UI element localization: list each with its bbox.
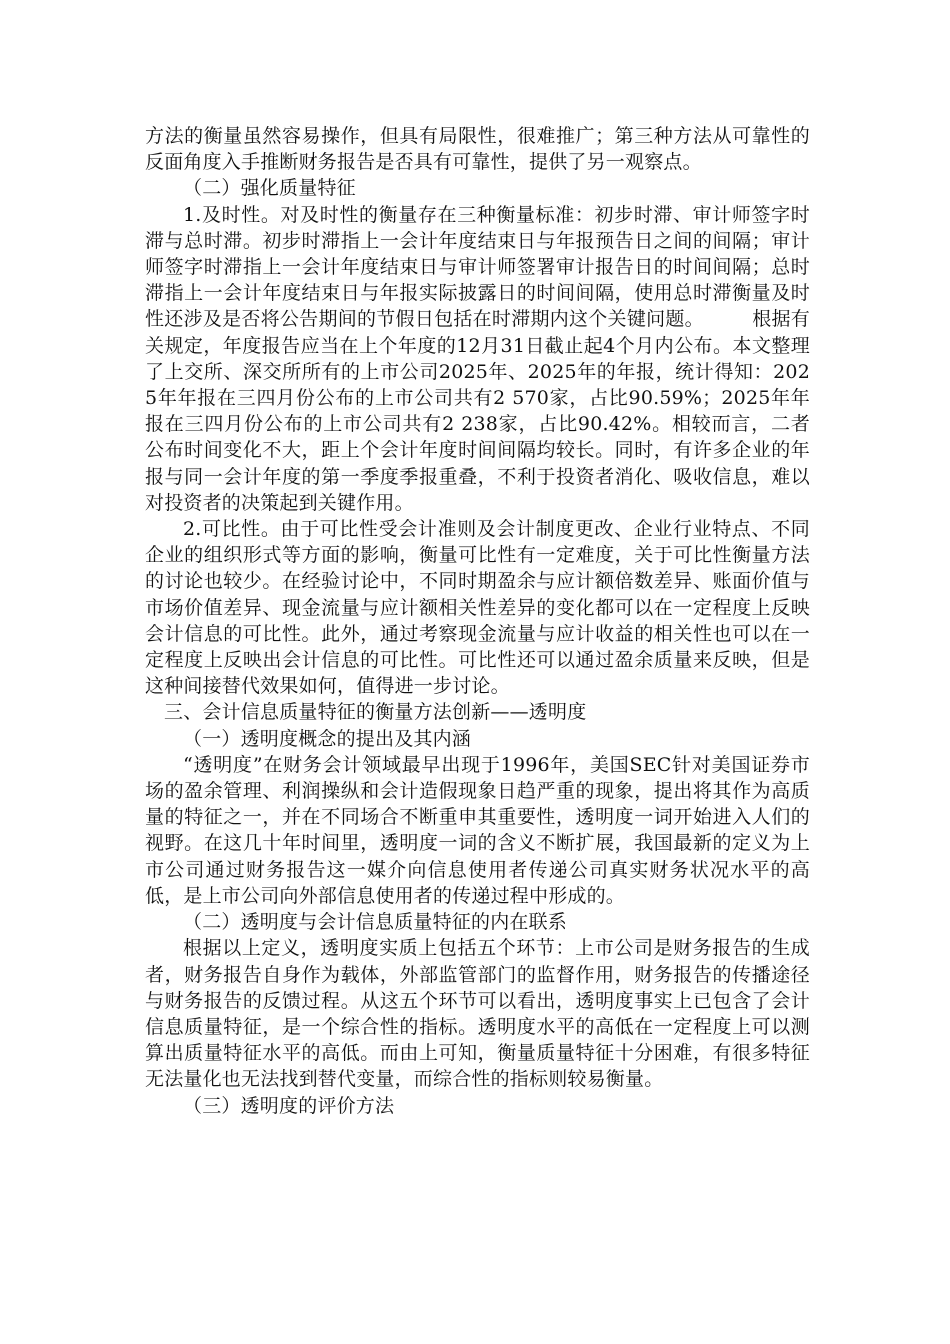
paragraph-transparency-relationship: 根据以上定义，透明度实质上包括五个环节：上市公司是财务报告的生成者，财务报告自身作为载体，外部监管部门的监督作用，财务报告的传播途径与财务报告的反馈过程。从这五个环节可以看出，透明度事实上已包含了会计信息质量特征，是一个综合性的指标。透明度水平的高低在一定程度上可以测算出质量特征水平的高低。而由上可知，衡量质量特征十分困难，有很多特征无法量化也无法找到替代变量，而综合性的指标则较易衡量。 <box>145 937 810 1091</box>
paragraph-transparency-definition: “透明度”在财务会计领域最早出现于1996年，美国SEC针对美国证券市场的盈余管理、利润操纵和会计造假现象日趋严重的现象，提出将其作为高质量的特征之一，并在不同场合不断重申其重要性，透明度一词开始进入人们的视野。在这几十年时间里，透明度一词的含义不断扩展，我国最新的定义为上市公司通过财务报告这一媒介向信息使用者传递公司真实财务状况水平的高低，是上市公司向外部信息使用者的传递过程中形成的。 <box>145 753 810 907</box>
paragraph-comparability: 2.可比性。由于可比性受会计准则及会计制度更改、企业行业特点、不同企业的组织形式等方面的影响，衡量可比性有一定难度，关于可比性衡量方法的讨论也较少。在经验讨论中，不同时期盈余与应计额倍数差异、账面价值与市场价值差异、现金流量与应计额相关性差异的变化都可以在一定程度上反映会计信息的可比性。此外，通过考察现金流量与应计收益的相关性也可以在一定程度上反映出会计信息的可比性。可比性还可以通过盈余质量来反映，但是这种间接替代效果如何，值得进一步讨论。 <box>145 518 810 698</box>
subheading-quality-features: （二）强化质量特征 <box>183 177 356 200</box>
heading-transparency-method: 三、会计信息质量特征的衡量方法创新——透明度 <box>164 701 587 724</box>
paragraph-continuation: 方法的衡量虽然容易操作，但具有局限性，很难推广；第三种方法从可靠性的反面角度入手推断财务报告是否具有可靠性，提供了另一观察点。 <box>145 125 810 174</box>
subheading-transparency-evaluation: （三）透明度的评价方法 <box>183 1094 395 1117</box>
paragraph-timeliness: 1.及时性。对及时性的衡量存在三种衡量标准：初步时滞、审计师签字时滞与总时滞。初步时滞指上一会计年度结束日与年报预告日之间的间隔；审计师签字时滞指上一会计年度结束日与审计师签署审计报告日的时间间隔；总时滞指上一会计年度结束日与年报实际披露日的时间间隔，使用总时滞衡量及时性还涉及是否将公告期间的节假日包括在时滞期内这个关键问题。 根据有关规定，年度报告应当在上个年度的12月31日截止起4个月内公布。本文整理了上交所、深交所所有的上市公司2025年、2025年的年报，统计得知：2025年年报在三四月份公布的上市公司共有2 570家，占比90.59%；2025年年报在三四月份公布的上市公司共有2 238家，占比90.42%。相较而言，二者公布时间变化不大，距上个会计年度时间间隔均较长。同时，有许多企业的年报与同一会计年度的第一季度季报重叠，不利于投资者消化、吸收信息，难以对投资者的决策起到关键作用。 <box>145 203 810 514</box>
subheading-transparency-concept: （一）透明度概念的提出及其内涵 <box>183 727 472 750</box>
subheading-transparency-relationship: （二）透明度与会计信息质量特征的内在联系 <box>183 911 568 934</box>
document-page <box>145 123 810 1119</box>
